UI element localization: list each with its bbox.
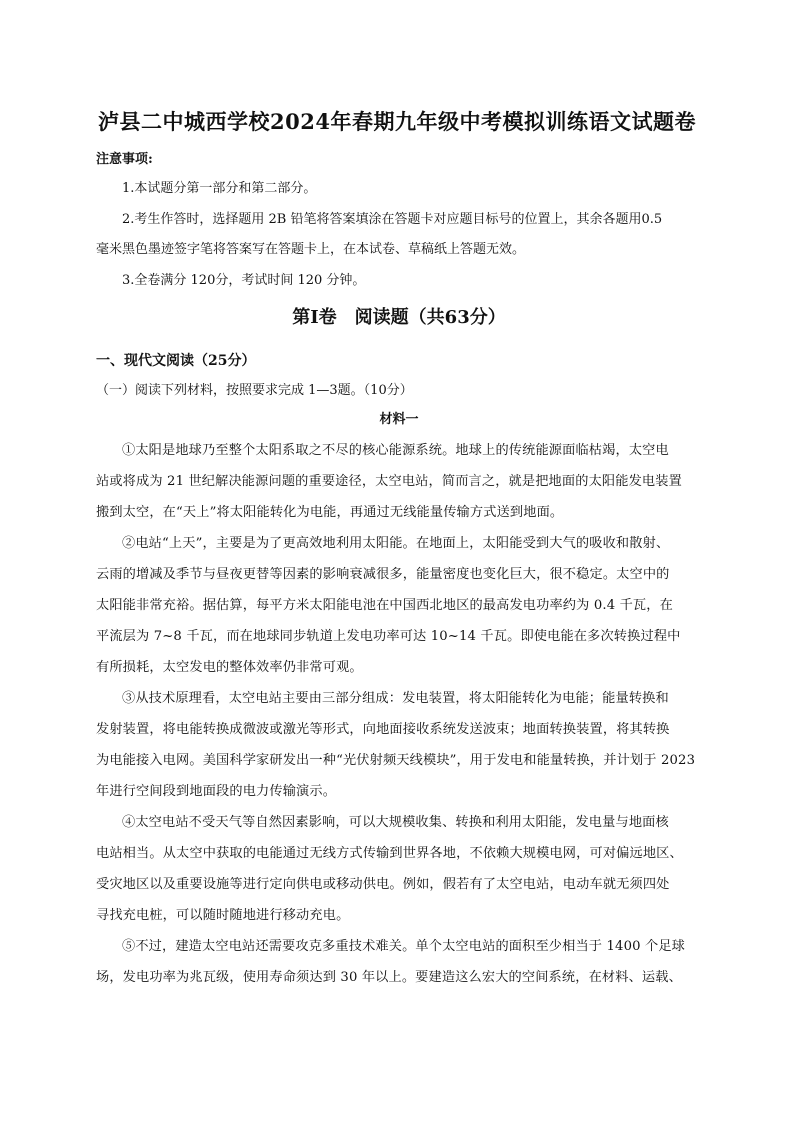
section-title: 第Ⅰ卷 阅读题（共63分） <box>292 307 506 328</box>
body-line: ③从技术原理看，太空电站主要由三部分组成：发电装置，将太阳能转化为电能；能量转换和 <box>122 691 669 706</box>
body-line: 为电能接入电网。美国科学家研发出一种“光伏射频天线模块”，用于发电和能量转换，并计划于 2023 <box>96 753 696 768</box>
body-line: ②电站“上天”，主要是为了更高效地利用太阳能。在地面上，太阳能受到大气的吸收和散射、 <box>122 536 670 551</box>
body-line: 发射装置，将电能转换成微波或激光等形式，向地面接收系统发送波束；地面转换装置，将其转换 <box>96 722 670 737</box>
notice-item-2-cont: 毫米黑色墨迹签字笔将答案写在答题卡上，在本试卷、草稿纸上答题无效。 <box>96 242 526 257</box>
body-line: 电站相当。从太空中获取的电能通过无线方式传输到世界各地，不依赖大规模电网，可对偏远地区、 <box>96 846 683 861</box>
sub-heading: （一）阅读下列材料，按照要求完成 1—3题。（10分） <box>96 383 413 398</box>
body-line: 太阳能非常充裕。据估算，每平方米太阳能电池在中国西北地区的最高发电功率约为 0.4 千瓦，在 <box>96 598 673 613</box>
body-line: 有所损耗，太空发电的整体效率仍非常可观。 <box>96 660 363 675</box>
body-line: 站或将成为 21 世纪解决能源问题的重要途径，太空电站，简而言之，就是把地面的太阳能发电装置 <box>96 474 682 489</box>
body-line: 寻找充电桩，可以随时随地进行移动充电。 <box>96 908 350 923</box>
body-line: 搬到太空，在“天上”将太阳能转化为电能，再通过无线能量传输方式送到地面。 <box>96 505 564 520</box>
material-title: 材料一 <box>379 412 419 427</box>
body-line: ④太空电站不受天气等自然因素影响，可以大规模收集、转换和利用太阳能，发电量与地面核 <box>122 815 669 830</box>
notice-item-1: 1.本试题分第一部分和第二部分。 <box>122 181 317 196</box>
body-line: ⑤不过，建造太空电站还需要攻克多重技术难关。单个太空电站的面积至少相当于 1400 个足球 <box>122 939 686 954</box>
notice-item-2: 2.考生作答时，选择题用 2B 铅笔将答案填涂在答题卡对应题目标号的位置上，其余各题用0.5 <box>122 212 663 227</box>
body-line: 云雨的增减及季节与昼夜更替等因素的影响衰减很多，能量密度也变化巨大，很不稳定。太空中的 <box>96 567 670 582</box>
notice-item-3: 3.全卷满分 120分，考试时间 120 分钟。 <box>122 273 366 288</box>
body-line: 受灾地区以及重要设施等进行定向供电或移动供电。例如，假若有了太空电站，电动车就无须四处 <box>96 877 670 892</box>
body-line: 年进行空间段到地面段的电力传输演示。 <box>96 784 337 799</box>
body-line: 场，发电功率为兆瓦级，使用寿命须达到 30 年以上。要建造这么宏大的空间系统，在材料、运载、 <box>96 970 682 985</box>
part-heading: 一、现代文阅读（25分） <box>96 353 256 369</box>
body-line: ①太阳是地球乃至整个太阳系取之不尽的核心能源系统。地球上的传统能源面临枯竭，太空电 <box>122 443 669 458</box>
body-line: 平流层为 7~8 千瓦，而在地球同步轨道上发电功率可达 10~14 千瓦。即使电能在多次转换过程中 <box>96 629 681 644</box>
exam-title: 泸县二中城西学校2024年春期九年级中考模拟训练语文试题卷 <box>98 109 696 134</box>
notice-heading: 注意事项: <box>96 152 153 167</box>
